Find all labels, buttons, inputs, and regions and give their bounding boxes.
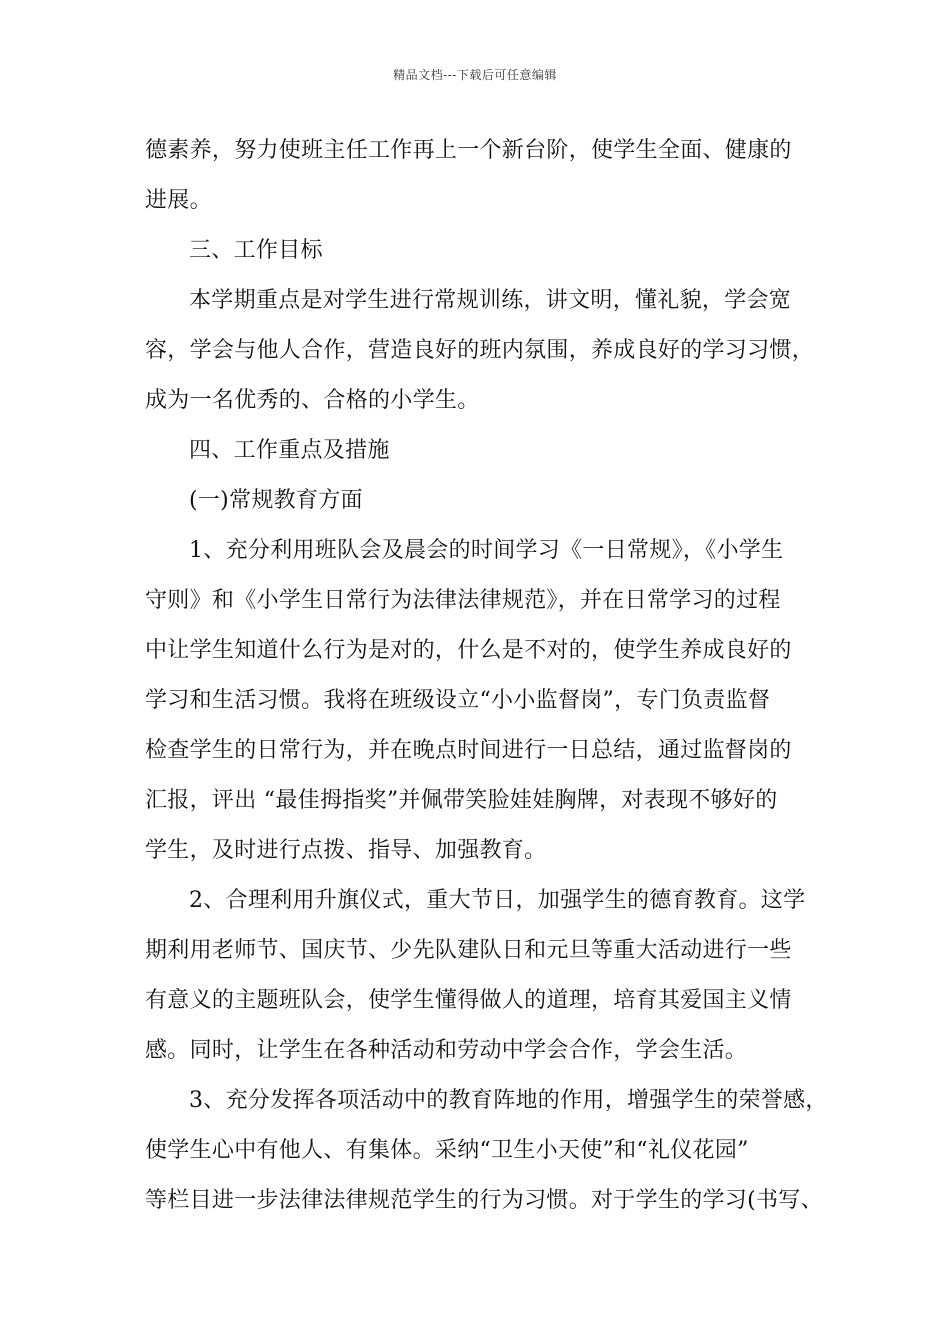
text-line: 汇报，评出 “最佳拇指奖”并佩带笑脸娃娃胸牌，对表现不够好的: [145, 788, 778, 813]
section-heading: 三、工作目标: [189, 238, 323, 263]
text-line: 成为一名优秀的、合格的小学生。: [145, 388, 480, 413]
subsection-heading: (一)常规教育方面: [189, 488, 363, 513]
text-line: 容，学会与他人合作，营造良好的班内氛围，养成良好的学习习惯，: [145, 338, 815, 363]
text-line: 学习和生活习惯。我将在班级设立“小小监督岗”，专门负责监督: [145, 688, 771, 713]
text-line: 2、合理利用升旗仪式，重大节日，加强学生的德育教育。这学: [189, 888, 806, 913]
page-header: 精品文档---下载后可任意编辑: [393, 68, 557, 82]
text-line: 1、充分利用班队会及晨会的时间学习《一日常规》，《小学生: [189, 538, 784, 563]
text-line: 检查学生的日常行为，并在晚点时间进行一日总结，通过监督岗的: [145, 738, 792, 763]
text-line: 德素养，努力使班主任工作再上一个新台阶，使学生全面、健康的: [145, 138, 792, 163]
text-line: 感。同时，让学生在各种活动和劳动中学会合作，学会生活。: [145, 1038, 748, 1063]
text-line: 使学生心中有他人、有集体。采纳“卫生小天使”和“礼仪花园”: [145, 1138, 749, 1163]
text-line: 本学期重点是对学生进行常规训练，讲文明，懂礼貌，学会宽: [189, 288, 792, 313]
section-heading: 四、工作重点及措施: [189, 438, 390, 463]
document-body: [145, 132, 828, 1232]
text-line: 期利用老师节、国庆节、少先队建队日和元旦等重大活动进行一些: [145, 938, 792, 963]
text-line: 等栏目进一步法律法律规范学生的行为习惯。对于学生的学习(书写、: [145, 1188, 823, 1213]
text-line: 有意义的主题班队会，使学生懂得做人的道理，培育其爱国主义情: [145, 988, 792, 1013]
text-line: 3、充分发挥各项活动中的教育阵地的作用，增强学生的荣誉感，: [189, 1088, 828, 1113]
text-line: 守则》和《小学生日常行为法律法律规范》，并在日常学习的过程: [145, 588, 781, 613]
text-line: 中让学生知道什么行为是对的，什么是不对的，使学生养成良好的: [145, 638, 792, 663]
text-line: 学生，及时进行点拨、指导、加强教育。: [145, 838, 547, 863]
text-line: 进展。: [145, 188, 212, 213]
